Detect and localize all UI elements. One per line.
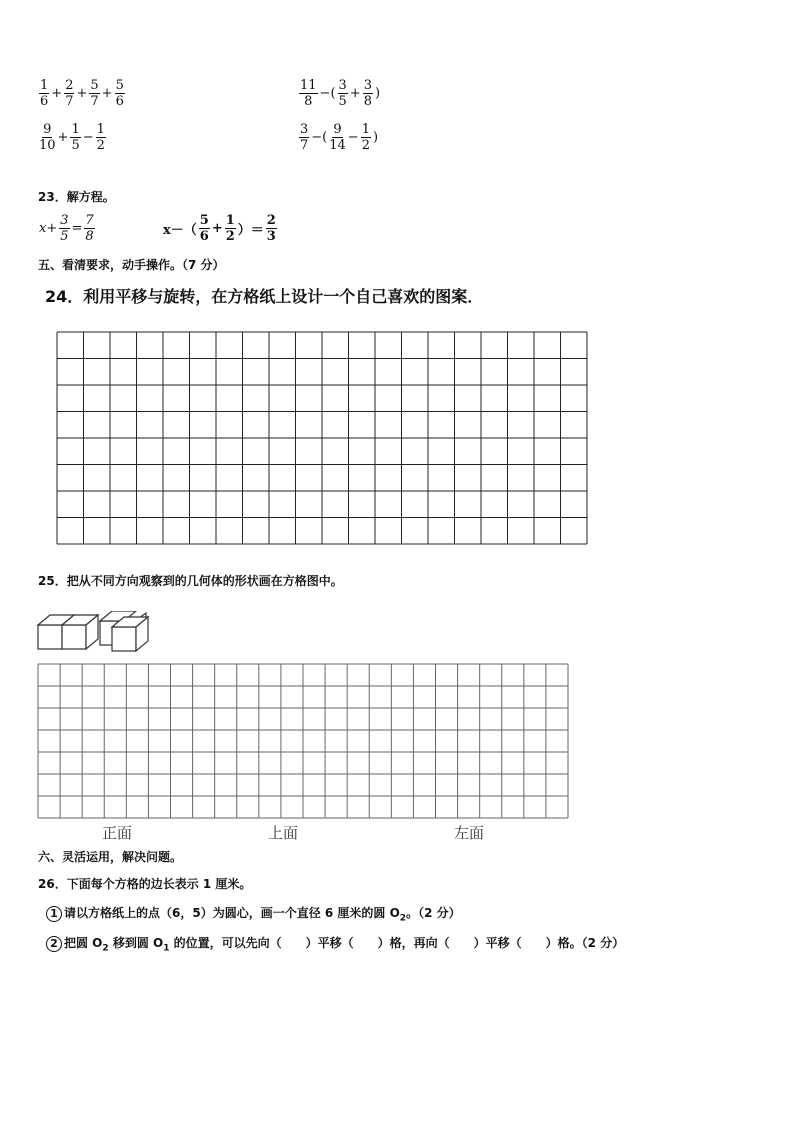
operator: ): [374, 86, 381, 101]
numerator: 5: [90, 78, 99, 93]
fraction: [299, 122, 309, 153]
operator: +: [101, 86, 113, 101]
question-23-label: 23．解方程。: [38, 190, 115, 204]
operator: −(: [319, 86, 336, 101]
fraction: [299, 78, 318, 109]
numerator: 3: [60, 213, 69, 228]
operator: +: [76, 86, 88, 101]
numerator: 3: [300, 122, 309, 137]
denominator: 3: [266, 229, 276, 244]
denominator: 6: [199, 229, 209, 244]
numerator: 9: [333, 122, 342, 137]
operator: −: [82, 130, 94, 145]
circled-number-1: 1: [46, 906, 62, 922]
numerator: 2: [266, 213, 276, 228]
denominator: 8: [363, 94, 372, 109]
numerator: 1: [225, 213, 235, 228]
view-label-front: 正面: [102, 824, 133, 842]
denominator: 6: [40, 94, 49, 109]
denominator: 7: [300, 138, 309, 153]
section-5-heading: 五、看清要求，动手操作。（7 分）: [38, 258, 225, 272]
question-25-label: 25．把从不同方向观察到的几何体的形状画在方格图中。: [38, 574, 343, 588]
denominator: 5: [71, 138, 80, 153]
denominator: 14: [329, 138, 346, 153]
operator: +: [51, 86, 63, 101]
question-24-label: 24．利用平移与旋转，在方格纸上设计一个自己喜欢的图案．: [45, 287, 484, 306]
operator: −: [347, 130, 359, 145]
denominator: 7: [90, 94, 99, 109]
fraction: [39, 122, 56, 153]
fraction: [338, 78, 348, 109]
fraction: [96, 122, 106, 153]
fraction: [64, 78, 74, 109]
denominator: 5: [60, 229, 69, 244]
fraction: [329, 122, 346, 153]
denominator: 8: [304, 94, 313, 109]
view-label-left: 左面: [454, 824, 485, 842]
expr-3: [38, 122, 107, 153]
denominator: 6: [115, 94, 124, 109]
circled-number-2: 2: [46, 936, 62, 952]
numerator: 5: [199, 213, 209, 228]
operator: ): [372, 130, 379, 145]
numerator: 3: [338, 78, 347, 93]
fraction: [363, 78, 373, 109]
operator: x+: [39, 221, 58, 236]
numerator: 3: [363, 78, 372, 93]
fraction: [225, 213, 236, 244]
operator: +: [349, 86, 361, 101]
numerator: 9: [43, 122, 52, 137]
fraction: [89, 78, 99, 109]
denominator: 8: [85, 229, 94, 244]
equation-2: [162, 213, 278, 244]
numerator: 5: [115, 78, 124, 93]
section-6-heading: 六、灵活运用，解决问题。: [38, 850, 183, 864]
fraction: [266, 213, 277, 244]
fraction: [199, 213, 210, 244]
views-grid[interactable]: [37, 663, 569, 819]
question-26-label: 26．下面每个方格的边长表示 1 厘米。: [38, 877, 252, 891]
denominator: 10: [39, 138, 56, 153]
expr-1: [38, 78, 126, 109]
question-26-part-2: 2 把圆 $O_2$ 移到圆 $O_1$ 的位置，可以先向（ ）平移（ ）格，再向（ ）平移（ ）格。（2 分）: [46, 934, 624, 953]
numerator: 1: [71, 122, 80, 137]
operator: =: [71, 221, 83, 236]
fraction: [84, 213, 94, 244]
numerator: 1: [96, 122, 105, 137]
denominator: 2: [96, 138, 105, 153]
fraction: [59, 213, 69, 244]
numerator: 2: [65, 78, 74, 93]
geometric-solid-figure: [36, 611, 152, 653]
operator: +: [211, 221, 223, 236]
view-label-top: 上面: [268, 824, 299, 842]
fraction: [115, 78, 125, 109]
numerator: 7: [85, 213, 94, 228]
denominator: 2: [361, 138, 370, 153]
expr-2: [298, 78, 381, 109]
fraction: [361, 122, 371, 153]
operator: ）＝: [237, 223, 264, 238]
numerator: 11: [300, 78, 317, 93]
equation-1: [38, 213, 96, 244]
numerator: 1: [361, 122, 370, 137]
expr-4: [298, 122, 379, 153]
design-grid[interactable]: [56, 331, 588, 545]
denominator: 7: [65, 94, 74, 109]
fraction: [39, 78, 49, 109]
operator: −(: [311, 130, 328, 145]
operator: x－（: [163, 223, 197, 238]
operator: +: [57, 130, 69, 145]
question-26-part-1: 1 请以方格纸上的点（6，5）为圆心，画一个直径 6 厘米的圆 $O_2$。（2 分）: [46, 904, 461, 923]
fraction: [70, 122, 80, 153]
numerator: 1: [40, 78, 49, 93]
denominator: 2: [225, 229, 235, 244]
denominator: 5: [338, 94, 347, 109]
